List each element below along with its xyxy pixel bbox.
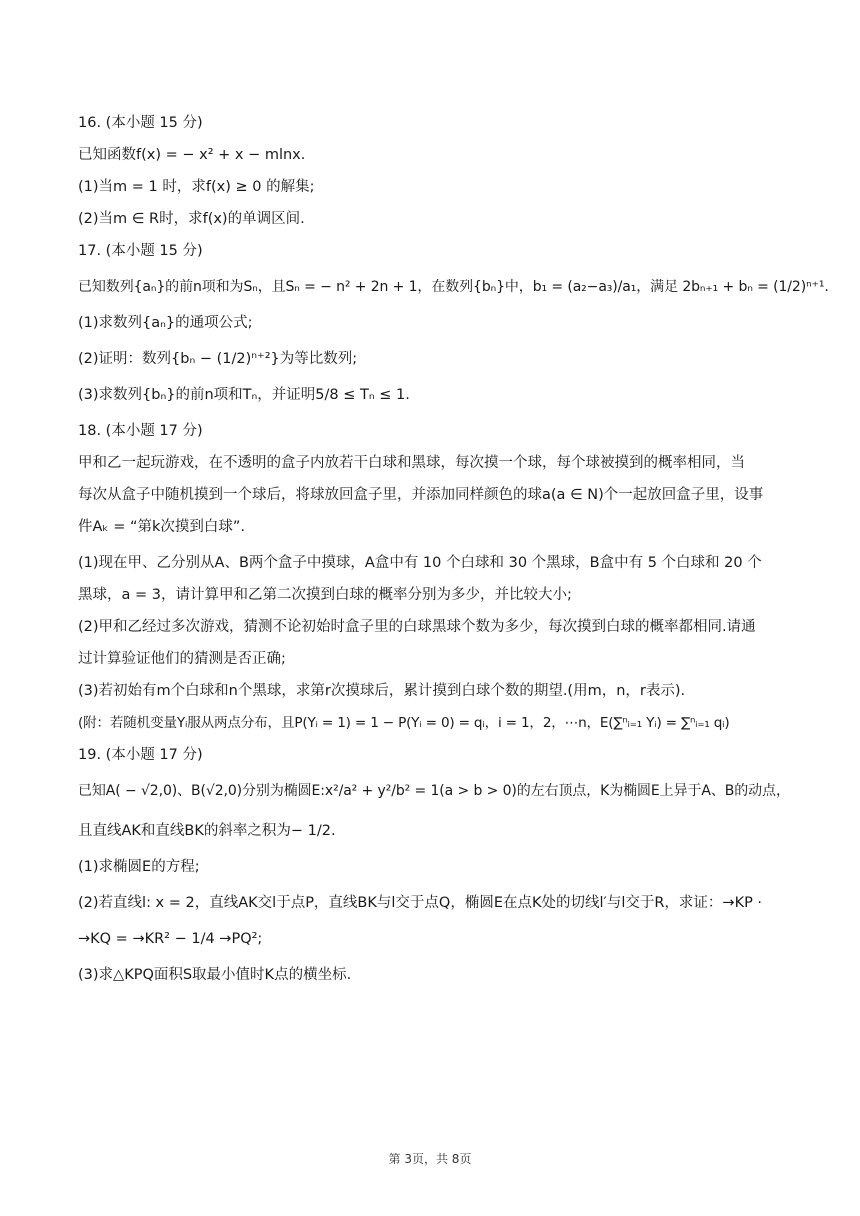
q18-header: 18. (本小题 17 分) [78, 423, 203, 439]
q19-intro-line: 已知A( − √2,0)、B(√2,0)分别为椭圆E:x²/a² + y²/b² = 1(a > b > 0)的左右顶点，K为椭圆E上异于A、B的动点， [78, 783, 790, 799]
q18-part2-line: (2)甲和乙经过多次游戏，猜测不论初始时盒子里的白球黑球个数为多少，每次摸到白球的概率都相同.请通 [78, 619, 756, 635]
page-footer [0, 1150, 860, 1167]
q18-part1-line: 黑球，a = 3，请计算甲和乙第二次摸到白球的概率分别为多少，并比较大小; [78, 587, 572, 603]
q18-part1-line: (1)现在甲、乙分别从A、B两个盒子中摸球，A盒中有 10 个白球和 30 个黑球，B盒中有 5 个白球和 20 个 [78, 555, 762, 571]
q17-part2: (2)证明：数列{bₙ − (1/2)ⁿ⁺²}为等比数列; [78, 351, 358, 367]
q17-part3: (3)求数列{bₙ}的前n项和Tₙ，并证明5/8 ≤ Tₙ ≤ 1. [78, 387, 410, 403]
q19-part2-line: →KQ = →KR² − 1/4 →PQ²; [78, 931, 263, 947]
q18-part2-line: 过计算验证他们的猜测是否正确; [78, 651, 286, 667]
q16-header: 16. (本小题 15 分) [78, 115, 203, 131]
q17-header: 17. (本小题 15 分) [78, 243, 203, 259]
q18-intro-line: 件Aₖ = “第k次摸到白球”. [78, 519, 245, 535]
q16-part2: (2)当m ∈ R时，求f(x)的单调区间. [78, 211, 305, 227]
page-number-label: 第 3页，共 8页 [388, 1152, 472, 1166]
q16-intro: 已知函数f(x) = − x² + x − mlnx. [78, 147, 306, 163]
q17-part1: (1)求数列{aₙ}的通项公式; [78, 315, 253, 331]
q18-intro-line: 甲和乙一起玩游戏，在不透明的盒子内放若干白球和黑球，每次摸一个球，每个球被摸到的概率相同，当 [78, 455, 745, 471]
q19-intro-line: 且直线AK和直线BK的斜率之积为− 1/2. [78, 823, 336, 839]
page-content [78, 112, 829, 986]
q17-intro: 已知数列{aₙ}的前n项和为Sₙ，且Sₙ = − n² + 2n + 1，在数列{bₙ}中，b₁ = (a₂−a₃)/a₁，满足 2bₙ₊₁ + bₙ = (1/2)ⁿ⁺¹. [78, 279, 829, 295]
q19-header: 19. (本小题 17 分) [78, 747, 203, 763]
q16-part1: (1)当m = 1 时，求f(x) ≥ 0 的解集; [78, 179, 315, 195]
q19-part3: (3)求△KPQ面积S取最小值时K点的横坐标. [78, 967, 352, 983]
q18-note: (附：若随机变量Yᵢ服从两点分布，且P(Yᵢ = 1) = 1 − P(Yᵢ = 0) = qᵢ，i = 1，2，⋯n，E(∑ⁿᵢ₌₁ Yᵢ) = ∑ⁿᵢ₌₁ qᵢ) [78, 715, 730, 731]
q18-intro-line: 每次从盒子中随机摸到一个球后，将球放回盒子里，并添加同样颜色的球a(a ∈ N)个一起放回盒子里，设事 [78, 487, 764, 503]
q18-part3: (3)若初始有m个白球和n个黑球，求第r次摸球后，累计摸到白球个数的期望.(用m，n，r表示). [78, 683, 686, 699]
q19-part1: (1)求椭圆E的方程; [78, 859, 200, 875]
q19-part2-line: (2)若直线l: x = 2，直线AK交l于点P，直线BK与l交于点Q，椭圆E在点K处的切线l′与l交于R，求证：→KP · [78, 895, 763, 911]
